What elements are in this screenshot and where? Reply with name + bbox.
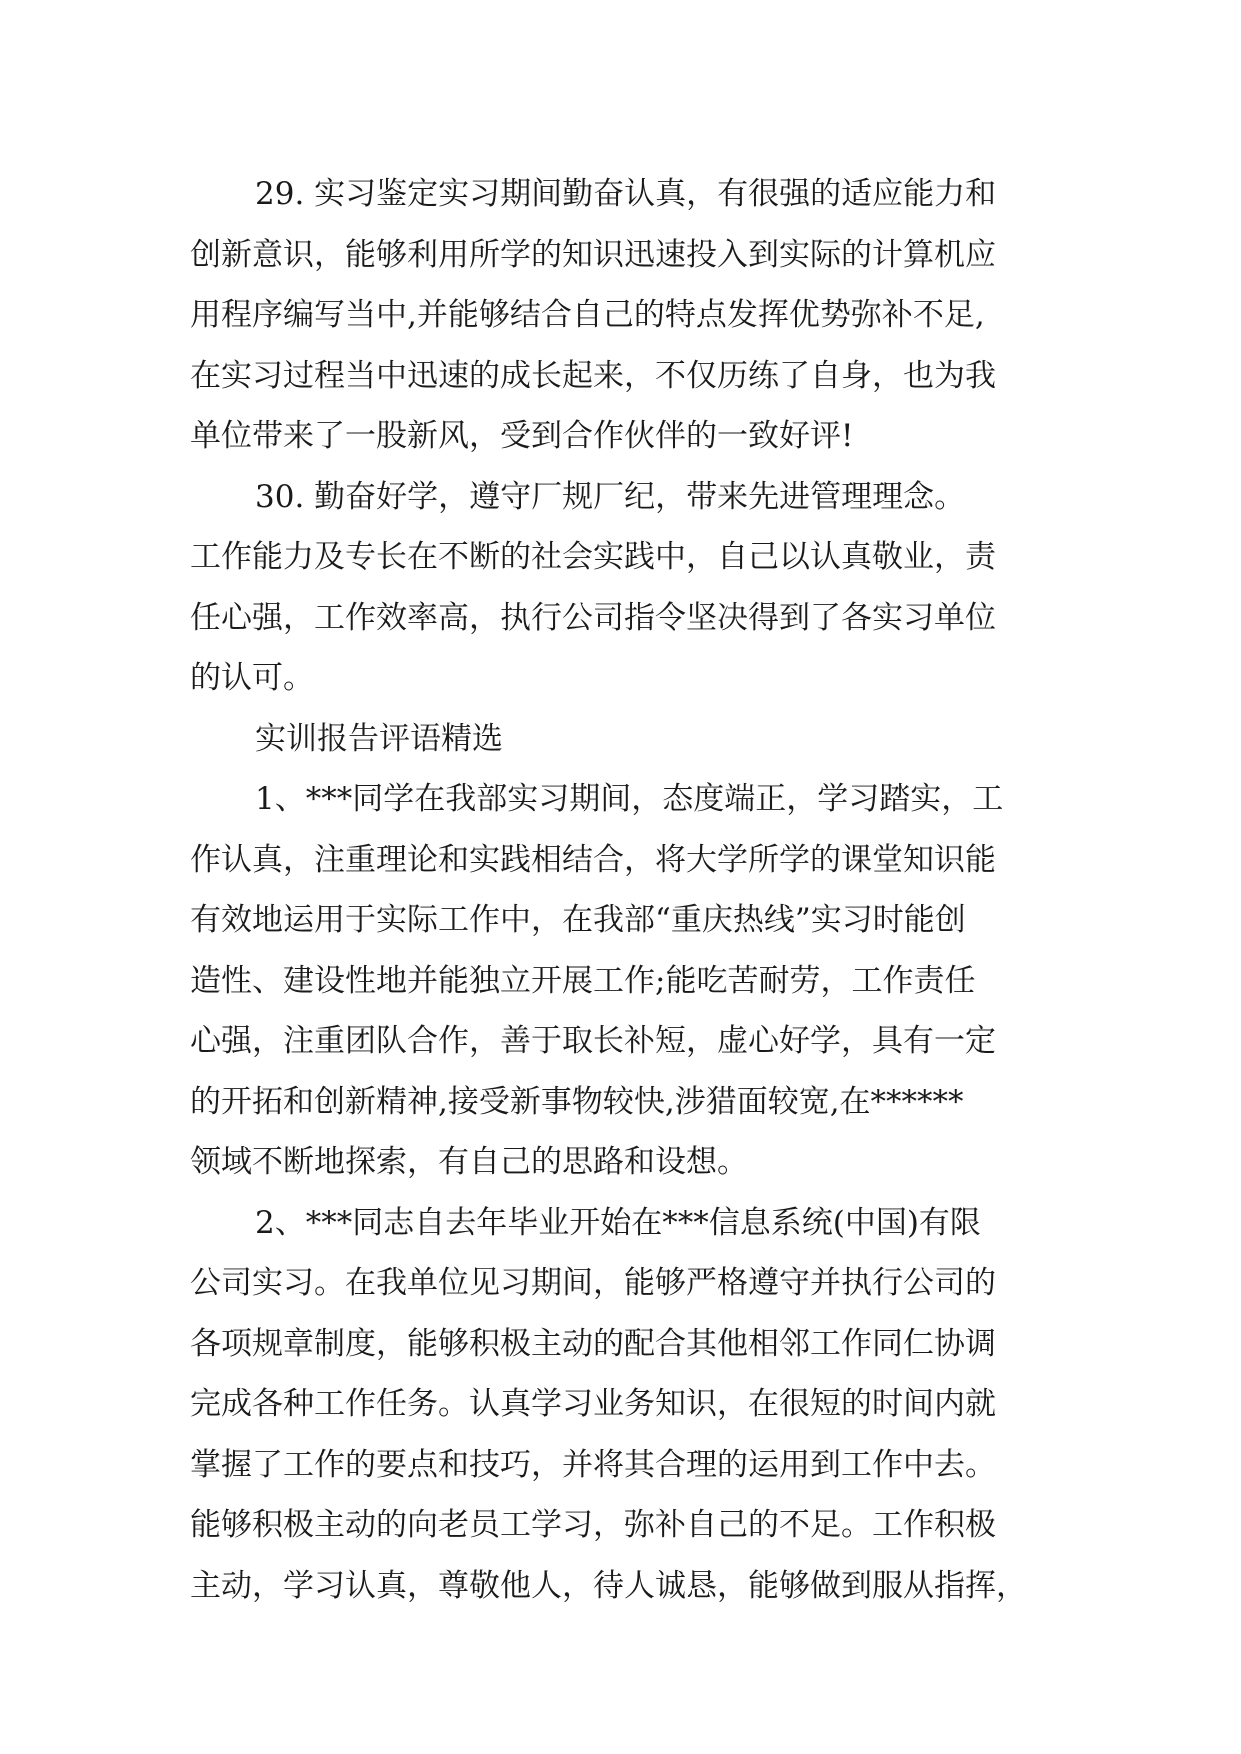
- text-line: 任心强，工作效率高，执行公司指令坚决得到了各实习单位: [190, 599, 996, 636]
- text-line: 2、***同志自去年毕业开始在***信息系统(中国)有限: [255, 1204, 981, 1241]
- text-line: 有效地运用于实际工作中，在我部“重庆热线”实习时能创: [190, 902, 966, 938]
- text-line: 1、***同学在我部实习期间，态度端正，学习踏实，工: [255, 781, 1004, 817]
- text-line: 实训报告评语精选: [255, 720, 503, 757]
- text-line: 单位带来了一股新风，受到合作伙伴的一致好评!: [190, 418, 854, 454]
- text-line: 创新意识，能够利用所学的知识迅速投入到实际的计算机应: [190, 236, 996, 273]
- text-line: 能够积极主动的向老员工学习，弥补自己的不足。工作积极: [190, 1507, 996, 1543]
- text-line: 造性、建设性地并能独立开展工作;能吃苦耐劳，工作责任: [190, 962, 976, 999]
- text-line: 心强，注重团队合作，善于取长补短，虚心好学，具有一定: [190, 1023, 996, 1059]
- text-line: 各项规章制度，能够积极主动的配合其他相邻工作同仁协调: [190, 1325, 996, 1362]
- text-line: 的认可。: [190, 660, 314, 696]
- text-line: 30. 勤奋好学，遵守厂规厂纪，带来先进管理理念。: [255, 478, 966, 515]
- document-body: [190, 164, 1070, 1616]
- text-line: 用程序编写当中,并能够结合自己的特点发挥优势弥补不足,: [190, 297, 985, 333]
- text-line: 主动，学习认真，尊敬他人，待人诚恳，能够做到服从指挥，: [190, 1567, 1027, 1604]
- text-line: 作认真，注重理论和实践相结合，将大学所学的课堂知识能: [190, 841, 996, 878]
- text-line: 完成各种工作任务。认真学习业务知识，在很短的时间内就: [190, 1386, 996, 1422]
- text-line: 掌握了工作的要点和技巧，并将其合理的运用到工作中去。: [190, 1446, 996, 1483]
- text-line: 工作能力及专长在不断的社会实践中，自己以认真敬业，责: [190, 539, 996, 575]
- text-line: 在实习过程当中迅速的成长起来，不仅历练了自身，也为我: [190, 357, 996, 394]
- text-line: 29. 实习鉴定实习期间勤奋认真，有很强的适应能力和: [255, 176, 997, 212]
- text-line: 领域不断地探索，有自己的思路和设想。: [190, 1144, 748, 1180]
- text-line: 的开拓和创新精神,接受新事物较快,涉猎面较宽,在******: [190, 1083, 964, 1120]
- text-line: 公司实习。在我单位见习期间，能够严格遵守并执行公司的: [190, 1265, 996, 1301]
